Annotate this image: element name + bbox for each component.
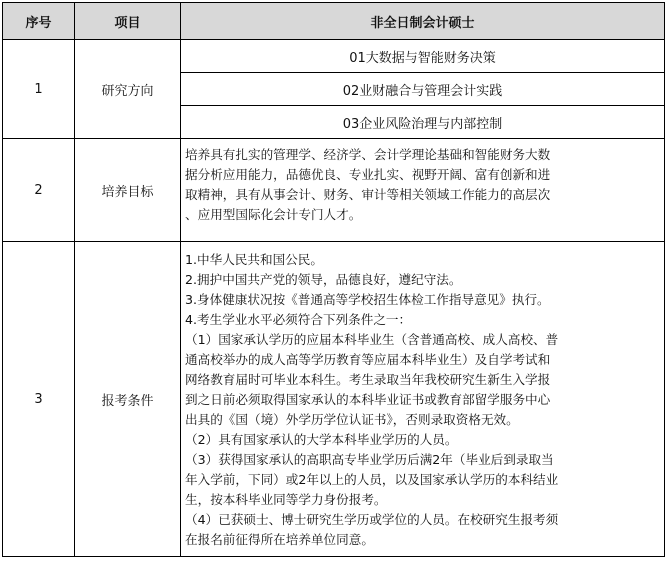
text-line: 到之日前必须取得国家承认的本科毕业证书或教育部留学服务中心 — [185, 392, 551, 407]
text-line: 出具的《国（境）外学历学位认证书》，否则录取资格无效。 — [185, 412, 519, 427]
conditions-text — [181, 242, 665, 557]
text-line: 、应用型国际化会计专门人才。 — [185, 207, 362, 222]
header-program: 非全日制会计硕士 — [181, 3, 665, 40]
text-line: （4）已获硕士、博士研究生学历或学位的人员。在校研究生报考须 — [185, 512, 559, 527]
text-line: 通高校举办的成人高等学历教育等应届本科毕业生）及自学考试和 — [185, 352, 551, 367]
text-line: 培养具有扎实的管理学、经济学、会计学理论基础和智能财务大数 — [185, 147, 551, 162]
table-row — [3, 242, 665, 557]
text-line: （1）国家承认学历的应届本科毕业生（含普通高校、成人高校、普 — [185, 332, 559, 347]
text-line: 4.考生学业水平必须符合下列条件之一： — [185, 312, 412, 327]
row-index: 1 — [3, 40, 75, 139]
table-row — [3, 139, 665, 242]
direction-cell: 02业财融合与管理会计实践 — [181, 73, 665, 106]
text-line: 3.身体健康状况按《普通高等学校招生体检工作指导意见》执行。 — [185, 292, 550, 307]
text-line: 取精神，具有从事会计、财务、审计等相关领域工作能力的高层次 — [185, 187, 551, 202]
row-item: 培养目标 — [75, 139, 181, 242]
text-line: 在报名前征得所在培养单位同意。 — [185, 532, 374, 547]
text-line: 2.拥护中国共产党的领导，品德良好，遵纪守法。 — [185, 272, 462, 287]
admissions-table — [2, 2, 665, 557]
goal-text — [181, 139, 665, 242]
header-row — [3, 3, 665, 40]
text-line: （3）获得国家承认的高职高专毕业学历后满2年（毕业后到录取当 — [185, 452, 554, 467]
text-line: 生，按本科毕业同等学力身份报考。 — [185, 492, 387, 507]
text-line: （2）具有国家承认的大学本科毕业学历的人员。 — [185, 432, 458, 447]
text-line: 据分析应用能力，品德优良、专业扎实、视野开阔、富有创新和进 — [185, 167, 551, 182]
row-item: 研究方向 — [75, 40, 181, 139]
table-row — [3, 40, 665, 73]
header-index: 序号 — [3, 3, 75, 40]
direction-cell: 01大数据与智能财务决策 — [181, 40, 665, 73]
header-item: 项目 — [75, 3, 181, 40]
text-line: 1.中华人民共和国公民。 — [185, 252, 323, 267]
row-index: 2 — [3, 139, 75, 242]
direction-cell: 03企业风险治理与内部控制 — [181, 106, 665, 139]
row-item: 报考条件 — [75, 242, 181, 557]
row-index: 3 — [3, 242, 75, 557]
text-line: 网络教育届时可毕业本科生。考生录取当年我校研究生新生入学报 — [185, 372, 551, 387]
text-line: 年入学前，下同）或2年以上的人员，以及国家承认学历的本科结业 — [185, 472, 559, 487]
